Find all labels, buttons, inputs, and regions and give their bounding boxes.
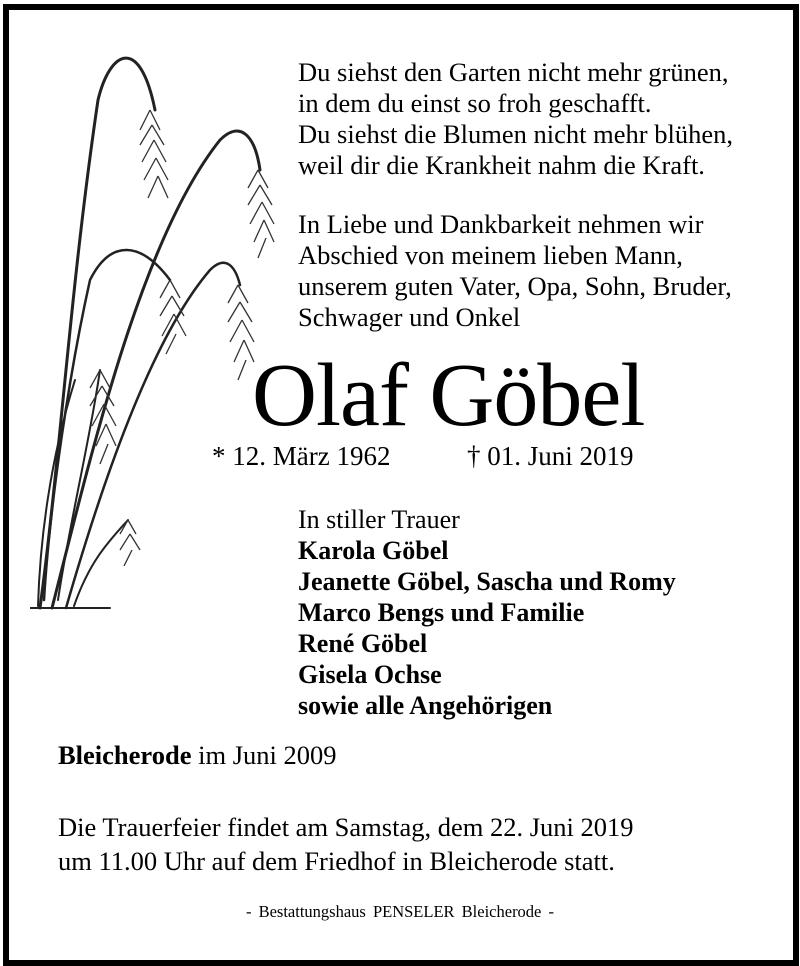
poem: [298, 57, 733, 333]
poem-line: Abschied von meinem lieben Mann,: [298, 240, 683, 270]
mourner-name: sowie alle Angehörigen: [298, 691, 553, 720]
place-town: Bleicherode: [58, 740, 192, 770]
poem-stanza-2: [298, 209, 733, 333]
wheat-grass-illustration: [30, 40, 280, 615]
wheat-ear: [248, 170, 274, 258]
funeral-info: [58, 810, 634, 878]
poem-line: in dem du einst so froh geschafft.: [298, 88, 652, 118]
death-date: † 01. Juni 2019: [467, 441, 634, 471]
poem-line: unserem guten Vater, Opa, Sohn, Bruder,: [298, 271, 732, 301]
mourner-name: Jeanette Göbel, Sascha und Romy: [298, 567, 676, 596]
grass-stem: [40, 58, 155, 608]
poem-line: In Liebe und Dankbarkeit nehmen wir: [298, 209, 704, 239]
poem-stanza-1: [298, 57, 733, 181]
mourner-name: Marco Bengs und Familie: [298, 598, 585, 627]
birth-date: * 12. März 1962: [212, 441, 391, 471]
funeral-line: Die Trauerfeier findet am Samstag, dem 22. Juni 2019: [58, 812, 634, 842]
poem-line: Du siehst die Blumen nicht mehr blühen,: [298, 119, 733, 149]
place-date: im Juni 2009: [198, 740, 337, 770]
mourners-list: [298, 504, 676, 721]
mourner-name: Gisela Ochse: [298, 660, 442, 689]
mourning-intro: In stiller Trauer: [298, 505, 460, 534]
grass-stem: [66, 263, 240, 608]
wheat-ear: [228, 285, 254, 380]
mourner-name: René Göbel: [298, 629, 428, 658]
poem-line: weil dir die Krankheit nahm die Kraft.: [298, 150, 705, 180]
poem-line: Du siehst den Garten nicht mehr grünen,: [298, 57, 729, 87]
mourner-name: Karola Göbel: [298, 536, 449, 565]
wheat-ear: [140, 110, 168, 198]
deceased-name: Olaf Göbel: [252, 346, 645, 445]
funeral-home-footer: - Bestattungshaus PENSELER Bleicherode -: [245, 902, 555, 921]
funeral-line: um 11.00 Uhr auf dem Friedhof in Bleicherode statt.: [58, 846, 615, 876]
poem-line: Schwager und Onkel: [298, 302, 521, 332]
place-date-line: [58, 740, 337, 771]
